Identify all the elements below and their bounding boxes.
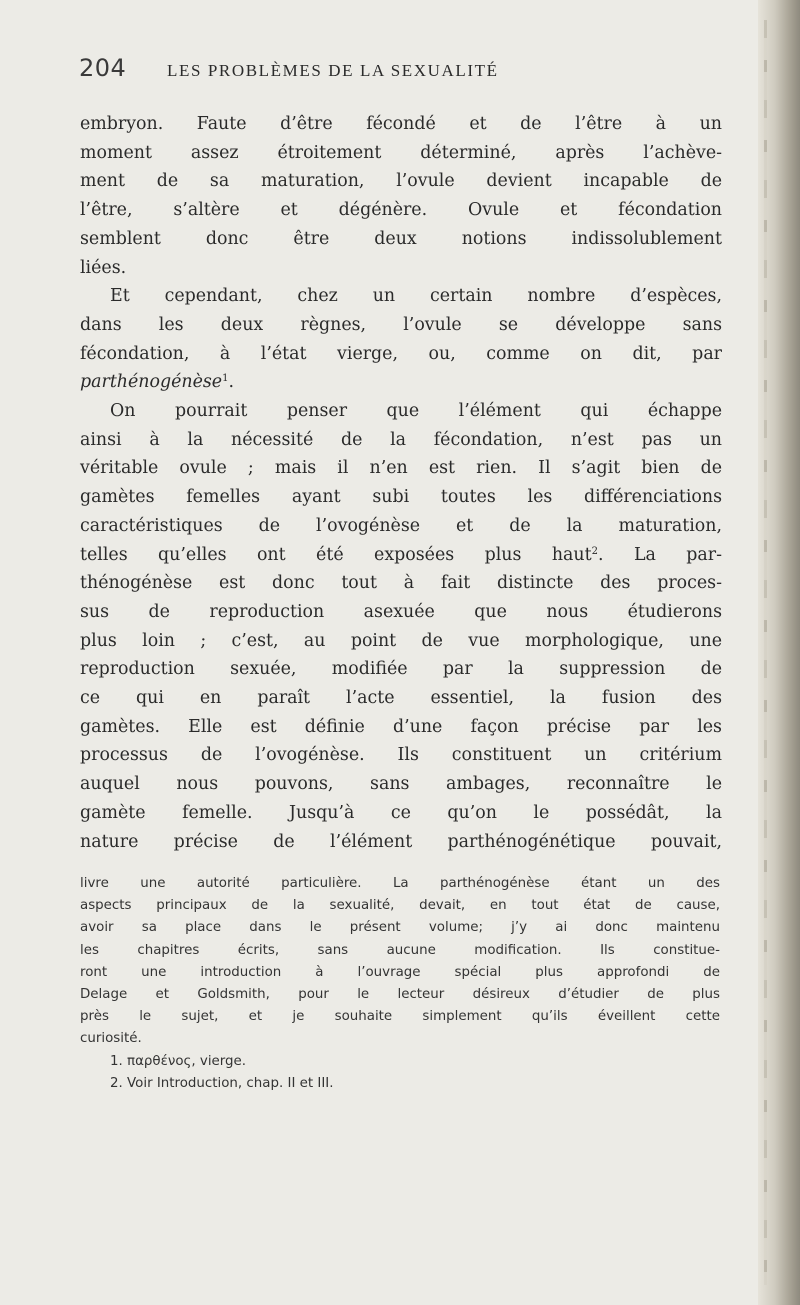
italic-term: parthénogénèse xyxy=(80,372,223,393)
text-line: gamète femelle. Jusqu’à ce qu’on le possédât, la xyxy=(80,802,722,823)
text-line: ainsi à la nécessité de la fécondation, n’est pas un xyxy=(80,429,722,450)
text-line: caractéristiques de l’ovogénèse et de la maturation, xyxy=(80,515,722,536)
text-line: processus de l’ovogénèse. Ils constituent un critérium xyxy=(80,745,722,766)
footnote-line: aspects principaux de la sexualité, devait, en tout état de cause, xyxy=(80,898,720,914)
text-line: auquel nous pouvons, sans ambages, reconnaître le xyxy=(80,774,722,795)
footnote-2: 2. Voir Introduction, chap. II et III. xyxy=(110,1075,334,1091)
footnote-line: près le sujet, et je souhaite simplement qu’ils éveillent cette xyxy=(80,1009,720,1025)
footnote-ref: 1 xyxy=(222,373,229,385)
text-line: reproduction sexuée, modifiée par la suppression de xyxy=(80,659,722,680)
footnote-line: les chapitres écrits, sans aucune modification. Ils constitue- xyxy=(80,942,720,958)
paragraph-start: On pourrait penser que l’élément qui échappe xyxy=(110,401,722,422)
text-line: liées. xyxy=(80,257,127,278)
paragraph-start: Et cependant, chez un certain nombre d’espèces, xyxy=(110,286,722,307)
footnote-line: avoir sa place dans le présent volume; j’y ai donc maintenu xyxy=(80,920,720,936)
text-line: nature précise de l’élément parthénogénétique pouvait, xyxy=(80,831,722,852)
footnotes xyxy=(80,873,720,1095)
text-line: gamètes femelles ayant subi toutes les différenciations xyxy=(80,487,722,508)
text-fragment: telles qu’elles ont été exposées plus haut xyxy=(80,544,592,565)
text-line: sus de reproduction asexuée que nous étudierons xyxy=(80,601,722,622)
text-line xyxy=(80,368,722,397)
text-line: semblent donc être deux notions indissolublement xyxy=(80,228,722,249)
text-line: embryon. Faute d’être fécondé et de l’être à un xyxy=(80,114,722,134)
text-line: ment de sa maturation, l’ovule devient incapable de xyxy=(80,171,722,192)
main-text xyxy=(80,110,722,856)
footnote-line: ront une introduction à l’ouvrage spécial plus approfondi de xyxy=(80,964,720,980)
footnote-ref: 2 xyxy=(591,545,598,557)
footnote-1: 1. παρθένος, vierge. xyxy=(110,1053,247,1069)
footnote-line: Delage et Goldsmith, pour le lecteur désireux d’étudier de plus xyxy=(80,987,720,1003)
footnote-line: livre une autorité particulière. La parthénogénèse étant un des xyxy=(80,876,720,891)
footnote-line: curiosité. xyxy=(80,1031,142,1047)
text-line: l’être, s’altère et dégénère. Ovule et fécondation xyxy=(80,200,722,221)
page-number: 204 xyxy=(79,54,127,82)
text-fragment: . xyxy=(228,372,235,393)
running-title: LES PROBLÈMES DE LA SEXUALITÉ xyxy=(167,61,499,80)
text-line: plus loin ; c’est, au point de vue morphologique, une xyxy=(80,630,722,651)
text-line: fécondation, à l’état vierge, ou, comme on dit, par xyxy=(80,343,722,364)
page-header xyxy=(79,54,719,88)
text-line xyxy=(80,541,722,570)
text-line: ce qui en paraît l’acte essentiel, la fusion des xyxy=(80,688,722,709)
text-line: gamètes. Elle est définie d’une façon précise par les xyxy=(80,716,722,737)
text-line: thénogénèse est donc tout à fait distincte des proces- xyxy=(80,573,722,594)
text-fragment: . La par- xyxy=(598,544,722,565)
text-line: dans les deux règnes, l’ovule se développe sans xyxy=(80,314,722,335)
text-line: moment assez étroitement déterminé, après l’achève- xyxy=(80,142,722,163)
text-line: véritable ovule ; mais il n’en est rien. Il s’agit bien de xyxy=(80,458,722,479)
page-edge xyxy=(758,0,800,1305)
